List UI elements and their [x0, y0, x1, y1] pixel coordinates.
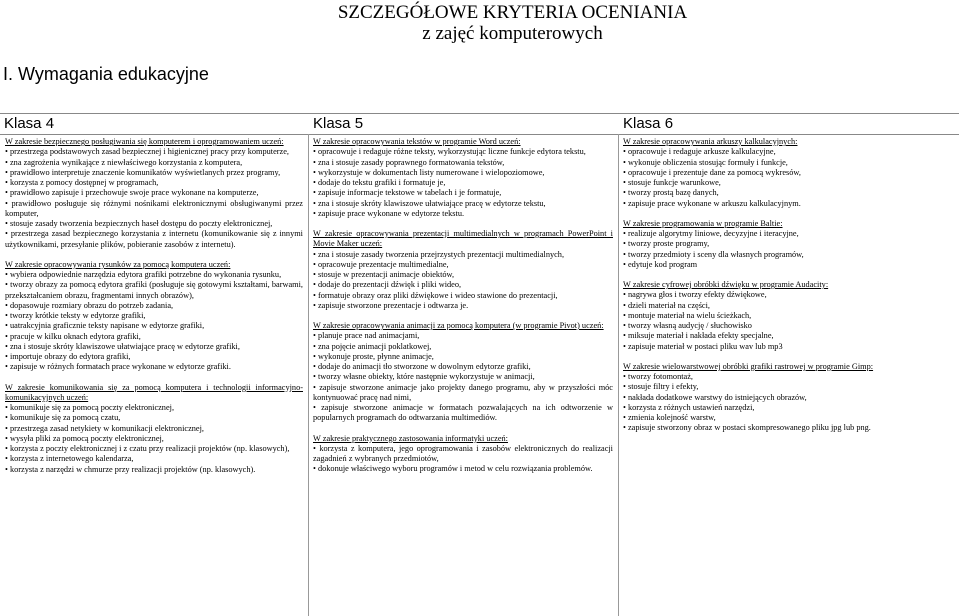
criteria-item: • tworzy proste programy, [623, 239, 955, 249]
criteria-heading: W zakresie bezpiecznego posługiwania się komputerem i oprogramowaniem uczeń: [5, 137, 284, 146]
criteria-item: • zapisuje informacje tekstowe w tabelach i je formatuje, [313, 188, 613, 198]
criteria-item: • tworzy fotomontaż, [623, 372, 955, 382]
criteria-heading: W zakresie komunikowania się za pomocą komputera i technologii informacyjno-komunikacyjnych uczeń: [5, 382, 303, 402]
document-title: SZCZEGÓŁOWE KRYTERIA OCENIANIA [337, 2, 688, 23]
criteria-item: • komunikuje się za pomocą poczty elektronicznej, [5, 403, 303, 413]
criteria-block [623, 280, 955, 352]
criteria-item: • tworzy prostą bazę danych, [623, 188, 955, 198]
criteria-item: • dopasowuje rozmiary obrazu do potrzeb zadania, [5, 301, 303, 311]
criteria-block [5, 383, 303, 475]
criteria-item: • opracowuje prezentacje multimedialne, [313, 260, 613, 270]
criteria-item: • prawidłowo interpretuje znaczenie komunikatów wyświetlanych przez programy, [5, 168, 303, 178]
criteria-item: • zapisuje stworzony obraz w postaci skompresowanego pliku jpg lub png. [623, 423, 955, 433]
column-klasa-5 [313, 137, 613, 616]
criteria-item: • zapisuje prace wykonane w arkuszu kalkulacyjnym. [623, 199, 955, 209]
criteria-item: • zna i stosuje zasady poprawnego formatowania tekstów, [313, 158, 613, 168]
criteria-item: • zapisuje materiał w postaci pliku wav lub mp3 [623, 342, 955, 352]
criteria-item: • nagrywa głos i tworzy efekty dźwiękowe, [623, 290, 955, 300]
criteria-heading: W zakresie cyfrowej obróbki dźwięku w programie Audacity: [623, 280, 829, 289]
criteria-item: • pracuje w kilku oknach edytora grafiki, [5, 332, 303, 342]
criteria-item: • prawidłowo posługuje się różnymi nośnikami elektronicznymi obsługiwanymi przez komputer, [5, 199, 303, 220]
criteria-item: • korzysta z pomocy dostępnej w programach, [5, 178, 303, 188]
criteria-block [313, 321, 613, 424]
criteria-item: • opracowuje i prezentuje dane za pomocą wykresów, [623, 168, 955, 178]
criteria-item: • tworzy własną audycję / słuchowisko [623, 321, 955, 331]
criteria-item: • dokonuje właściwego wyboru programów i metod w celu rozwiązania problemów. [313, 464, 613, 474]
criteria-heading: W zakresie opracowywania tekstów w programie Word uczeń: [313, 137, 521, 146]
criteria-item: • korzysta z internetowego kalendarza, [5, 454, 303, 464]
criteria-heading: W zakresie opracowywania rysunków za pomocą komputera uczeń: [5, 259, 231, 269]
criteria-item: • wykorzystuje w dokumentach listy numerowane i wielopoziomowe, [313, 168, 613, 178]
criteria-item: • zapisuje stworzone prezentacje i odtwarza je. [313, 301, 613, 311]
criteria-item: • korzysta z narzędzi w chmurze przy realizacji projektów (np. klasowych). [5, 465, 303, 475]
criteria-heading: W zakresie opracowywania arkuszy kalkulacyjnych: [623, 137, 798, 146]
criteria-item: • planuje prace nad animacjami, [313, 331, 613, 341]
column-klasa-4 [5, 137, 303, 616]
criteria-item: • zna i stosuje skróty klawiszowe ułatwiające pracę w edytorze grafiki, [5, 342, 303, 352]
criteria-item: • dodaje do animacji tło stworzone w dowolnym edytorze grafiki, [313, 362, 613, 372]
criteria-item: • dzieli materiał na części, [623, 301, 955, 311]
criteria-item: • korzysta z różnych ustawień narzędzi, [623, 403, 955, 413]
criteria-block [313, 229, 613, 311]
column-klasa-6 [623, 137, 955, 616]
criteria-block [313, 434, 613, 475]
section-title: I. Wymagania edukacyjne [3, 64, 209, 84]
criteria-item: • opracowuje i redaguje różne teksty, wykorzystując liczne funkcje edytora tekstu, [313, 147, 613, 157]
criteria-heading: W zakresie praktycznego zastosowania informatyki uczeń: [313, 433, 508, 443]
class-header-row [0, 113, 959, 135]
criteria-heading: W zakresie programowania w programie Baltie: [623, 218, 783, 228]
criteria-item: • zapisuje w różnych formatach prace wykonane w edytorze grafiki. [5, 362, 303, 372]
criteria-item: • dodaje do tekstu grafiki i formatuje je, [313, 178, 613, 188]
criteria-item: • zna pojęcie animacji poklatkowej, [313, 342, 613, 352]
criteria-item: • wykonuje obliczenia stosując formuły i funkcje, [623, 158, 955, 168]
criteria-item: • zapisuje stworzone animacje jako projekty danego programu, aby w przyszłości móc kontynuować pracę nad nimi, [313, 383, 613, 404]
criteria-item: • zapisuje stworzone animacje w formatach pozwalających na ich odtworzenie w popularnych programach do odtwarzania multimediów. [313, 403, 613, 424]
criteria-item: • opracowuje i redaguje arkusze kalkulacyjne, [623, 147, 955, 157]
criteria-item: • tworzy obrazy za pomocą edytora grafiki (posługuje się gotowymi kształtami, barwami, przekształcaniem obrazu, fragmentami innych obrazów), [5, 280, 303, 301]
column-divider [308, 134, 309, 616]
criteria-block [5, 260, 303, 373]
criteria-item: • stosuje filtry i efekty, [623, 382, 955, 392]
criteria-item: • zna i stosuje skróty klawiszowe ułatwiające pracę w edytorze tekstu, [313, 199, 613, 209]
column-divider [618, 134, 619, 616]
criteria-item: • montuje materiał na wielu ścieżkach, [623, 311, 955, 321]
criteria-block [623, 137, 955, 209]
criteria-heading: W zakresie opracowywania prezentacji multimedialnych w programach PowerPoint i Movie Maker uczeń: [313, 229, 613, 249]
criteria-heading: W zakresie opracowywania animacji za pomocą komputera (w programie Pivot) uczeń: [313, 321, 604, 330]
criteria-item: • prawidłowo zapisuje i przechowuje swoje prace wykonane na komputerze, [5, 188, 303, 198]
class-header-4: Klasa 4 [4, 115, 55, 132]
criteria-item: • wykonuje proste, płynne animacje, [313, 352, 613, 362]
criteria-item: • zna i stosuje zasady tworzenia przejrzystych prezentacji multimedialnych, [313, 250, 613, 260]
criteria-item: • wysyła pliki za pomocą poczty elektronicznej, [5, 434, 303, 444]
criteria-item: • stosuje funkcje warunkowe, [623, 178, 955, 188]
criteria-item: • tworzy przedmioty i sceny dla własnych programów, [623, 250, 955, 260]
criteria-item: • uatrakcyjnia graficznie teksty napisane w edytorze grafiki, [5, 321, 303, 331]
class-header-6: Klasa 6 [623, 115, 674, 132]
document-subtitle: z zajęć komputerowych [422, 23, 603, 44]
criteria-item: • zna zagrożenia wynikające z niewłaściwego korzystania z komputera, [5, 158, 303, 168]
criteria-item: • przestrzega podstawowych zasad bezpiecznej i higienicznej pracy przy komputerze, [5, 147, 303, 157]
criteria-item: • tworzy krótkie teksty w edytorze grafiki, [5, 311, 303, 321]
criteria-item: • stosuje zasady tworzenia bezpiecznych haseł dostępu do poczty elektronicznej, [5, 219, 303, 229]
criteria-block [623, 219, 955, 270]
criteria-heading: W zakresie wielowarstwowej obróbki grafiki rastrowej w programie Gimp: [623, 361, 874, 371]
criteria-item: • przestrzega zasad bezpiecznego korzystania z internetu (komunikowanie się z innymi użytkownikami, przesyłanie plików, pobieranie zasobów z internetu). [5, 229, 303, 250]
criteria-item: • formatuje obrazy oraz pliki dźwiękowe i wideo stawione do prezentacji, [313, 291, 613, 301]
criteria-item: • importuje obrazy do edytora grafiki, [5, 352, 303, 362]
criteria-block [5, 137, 303, 250]
criteria-item: • przestrzega zasad netykiety w komunikacji elektronicznej, [5, 424, 303, 434]
criteria-block [313, 137, 613, 219]
criteria-item: • miksuje materiał i nakłada efekty specjalne, [623, 331, 955, 341]
criteria-item: • zapisuje prace wykonane w edytorze tekstu. [313, 209, 613, 219]
criteria-item: • korzysta z poczty elektronicznej i z czatu przy realizacji projektów (np. klasowych), [5, 444, 303, 454]
criteria-item: • realizuje algorytmy liniowe, decyzyjne i iteracyjne, [623, 229, 955, 239]
criteria-item: • stosuje w prezentacji animacje obiektów, [313, 270, 613, 280]
class-header-5: Klasa 5 [313, 115, 364, 132]
criteria-item: • wybiera odpowiednie narzędzia edytora grafiki potrzebne do wykonania rysunku, [5, 270, 303, 280]
criteria-item: • komunikuje się za pomocą czatu, [5, 413, 303, 423]
criteria-item: • nakłada dodatkowe warstwy do istniejących obrazów, [623, 393, 955, 403]
criteria-item: • zmienia kolejność warstw, [623, 413, 955, 423]
criteria-item: • tworzy własne obiekty, które następnie wykorzystuje w animacji, [313, 372, 613, 382]
criteria-block [623, 362, 955, 434]
criteria-item: • korzysta z komputera, jego oprogramowania i zasobów elektronicznych do realizacji zagadnień z wybranych przedmiotów, [313, 444, 613, 465]
criteria-item: • dodaje do prezentacji dźwięk i pliki wideo, [313, 280, 613, 290]
criteria-item: • edytuje kod program [623, 260, 955, 270]
